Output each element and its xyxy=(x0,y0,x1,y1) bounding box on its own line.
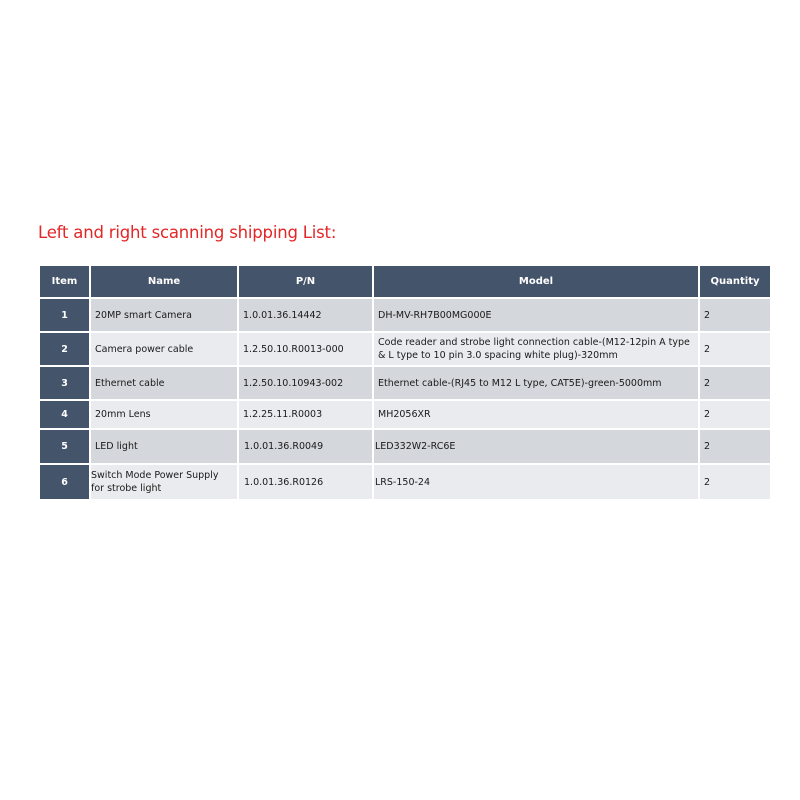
table-row xyxy=(40,465,770,501)
header-name: Name xyxy=(91,266,239,299)
cell-name: 20MP smart Camera xyxy=(91,299,239,333)
cell-item: 3 xyxy=(40,367,91,401)
cell-model: Ethernet cable-(RJ45 to M12 L type, CAT5E)-green-5000mm xyxy=(374,367,700,401)
cell-quantity: 2 xyxy=(700,465,770,501)
cell-name: Switch Mode Power Supply for strobe light xyxy=(91,465,239,501)
cell-quantity: 2 xyxy=(700,333,770,367)
cell-model: DH-MV-RH7B00MG000E xyxy=(374,299,700,333)
cell-pn: 1.2.50.10.R0013-000 xyxy=(239,333,374,367)
document-title: Left and right scanning shipping List: xyxy=(38,223,337,242)
header-quantity: Quantity xyxy=(700,266,770,299)
cell-name: 20mm Lens xyxy=(91,401,239,430)
cell-item: 2 xyxy=(40,333,91,367)
cell-pn: 1.2.50.10.10943-002 xyxy=(239,367,374,401)
header-model: Model xyxy=(374,266,700,299)
cell-pn: 1.0.01.36.R0049 xyxy=(239,430,374,465)
cell-quantity: 2 xyxy=(700,299,770,333)
cell-item: 5 xyxy=(40,430,91,465)
cell-pn: 1.0.01.36.R0126 xyxy=(239,465,374,501)
cell-model: Code reader and strobe light connection cable-(M12-12pin A type & L type to 10 pin 3.0 spacing white plug)-320mm xyxy=(374,333,700,367)
cell-name: Ethernet cable xyxy=(91,367,239,401)
table-row xyxy=(40,333,770,367)
header-pn: P/N xyxy=(239,266,374,299)
table-row xyxy=(40,401,770,430)
cell-item: 4 xyxy=(40,401,91,430)
table-header-row xyxy=(40,266,770,299)
cell-model: LED332W2-RC6E xyxy=(374,430,700,465)
table-row xyxy=(40,367,770,401)
cell-pn: 1.2.25.11.R0003 xyxy=(239,401,374,430)
header-item: Item xyxy=(40,266,91,299)
table-row xyxy=(40,430,770,465)
cell-item: 6 xyxy=(40,465,91,501)
cell-pn: 1.0.01.36.14442 xyxy=(239,299,374,333)
table-row xyxy=(40,299,770,333)
cell-quantity: 2 xyxy=(700,367,770,401)
cell-quantity: 2 xyxy=(700,430,770,465)
cell-model: LRS-150-24 xyxy=(374,465,700,501)
cell-name: LED light xyxy=(91,430,239,465)
cell-quantity: 2 xyxy=(700,401,770,430)
cell-name: Camera power cable xyxy=(91,333,239,367)
cell-model: MH2056XR xyxy=(374,401,700,430)
cell-item: 1 xyxy=(40,299,91,333)
shipping-list-table xyxy=(40,266,770,501)
